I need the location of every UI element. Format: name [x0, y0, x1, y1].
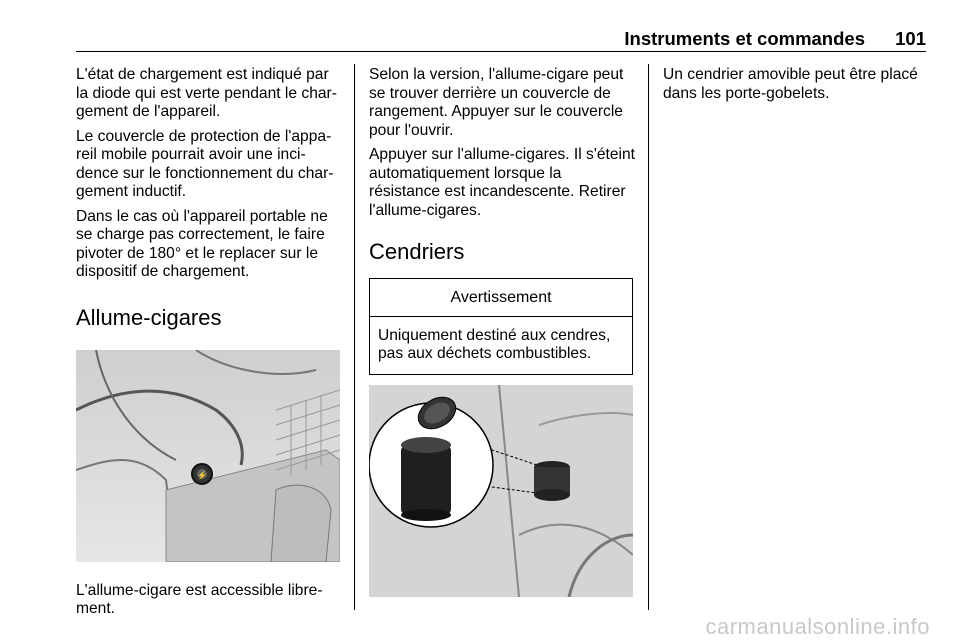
paragraph-charge-status: L'état de chargement est indiqué par la diode qui est verte pendant le chargement de l'appareil.	[76, 66, 337, 120]
svg-text:⚡: ⚡	[197, 470, 207, 480]
header-rule	[76, 51, 926, 52]
column-1	[76, 66, 341, 619]
page-number: 101	[895, 28, 926, 49]
warning-title: Avertissement	[370, 279, 632, 317]
warning-box	[369, 278, 633, 375]
column-divider-1	[354, 64, 355, 610]
heading-ashtrays: Cendriers	[369, 239, 465, 264]
header-title: Instruments et commandes	[624, 28, 865, 49]
watermark: carmanualsonline.info	[705, 614, 930, 639]
paragraph-rotate-device: Dans le cas où l'appareil portable ne se charge pas correctement, le faire pivoter de 180° et le replacer sur le dispositif de chargement.	[76, 207, 328, 280]
ashtray-illustration	[369, 385, 633, 597]
paragraph-lighter-use: Appuyer sur l'allume-cigares. Il s'éteint automatiquement lorsque la résistance est incandescente. Retirer l'allume-cigares.	[369, 146, 635, 219]
paragraph-cover: Le couvercle de protection de l'appareil mobile pourrait avoir une incidence sur le fonctionnement du chargement inductif.	[76, 127, 334, 200]
column-2	[369, 66, 635, 597]
column-divider-2	[648, 64, 649, 610]
heading-cigarette-lighter: Allume-cigares	[76, 304, 222, 330]
caption-lighter: L'allume-cigare est accessible librement.	[76, 581, 323, 617]
paragraph-removable-ashtray: Un cendrier amovible peut être placé dans les porte-gobelets.	[663, 66, 918, 102]
column-3	[663, 66, 929, 109]
paragraph-lighter-cover: Selon la version, l'allume-cigare peut se trouver derrière un couvercle de rangement. Appuyer sur le couvercle pour l'ouvrir.	[369, 66, 624, 139]
cigarette-lighter-illustration	[76, 350, 340, 562]
warning-text: Uniquement destiné aux cendres, pas aux déchets combustibles.	[378, 326, 611, 362]
